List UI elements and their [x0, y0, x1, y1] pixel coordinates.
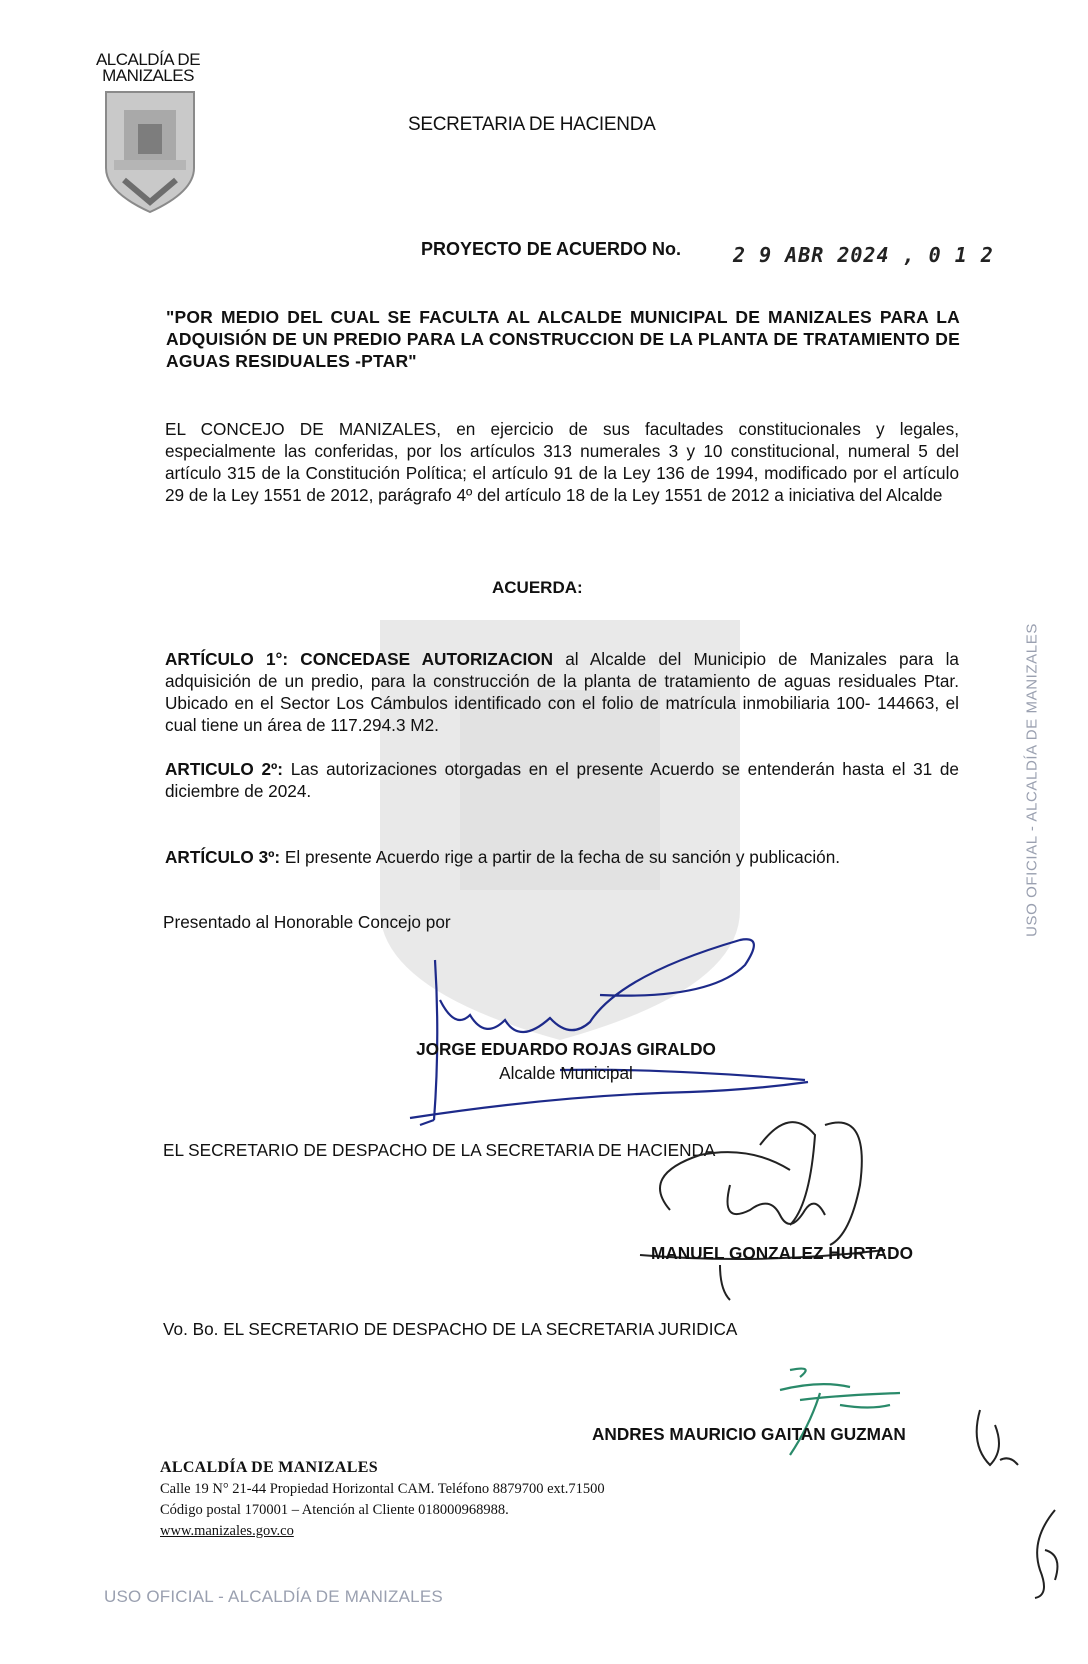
article-3-text: El presente Acuerdo rige a partir de la fecha de su sanción y publicación. [284, 847, 841, 867]
article-2-heading: ARTICULO 2º: [165, 759, 284, 779]
date-stamp: 2 9 ABR 2024 , 0 1 2 [733, 243, 994, 267]
official-use-watermark-bottom: USO OFICIAL - ALCALDÍA DE MANIZALES [104, 1587, 443, 1606]
footer-title: ALCALDÍA DE MANIZALES [160, 1459, 378, 1476]
article-1-heading: ARTÍCULO 1°: [165, 649, 289, 669]
footer-website-link[interactable]: www.manizales.gov.co [160, 1523, 294, 1539]
logo-text [92, 52, 204, 84]
article-2-text: Las autorizaciones otorgadas en el presente Acuerdo se entenderán hasta el 31 de diciembre de 2024. [165, 759, 959, 801]
signature-mayor [410, 920, 810, 1130]
document-title: "POR MEDIO DEL CUAL SE FACULTA AL ALCALDE MUNICIPAL DE MANIZALES PARA LA ADQUISIÓN DE UN PREDIO PARA LA CONSTRUCCION DE LA PLANTA DE TRATAMIENTO DE AGUAS RESIDUALES -PTAR" [166, 307, 960, 371]
department-heading: SECRETARIA DE HACIENDA [408, 114, 656, 135]
preamble-paragraph: EL CONCEJO DE MANIZALES, en ejercicio de sus facultades constitucionales y legales, especialmente las conferidas, por los artículos 313 numerales 3 y 10 constitucional, numeral 5 del artículo 315 de la Constitución Política; el artículo 91 de la Ley 136 de 1994, modificado por el artículo 29 de la Ley 1551 de 2012, parágrafo 4º del artículo 18 de la Ley 1551 de 2012 a iniciativa del Alcalde [165, 419, 959, 505]
logo-text-line1: ALCALDÍA DE [95, 50, 201, 69]
article-2 [165, 758, 959, 802]
acuerda-heading: ACUERDA: [492, 578, 583, 597]
vobo-line: Vo. Bo. EL SECRETARIO DE DESPACHO DE LA SECRETARIA JURIDICA [163, 1319, 738, 1339]
coat-of-arms-icon [104, 90, 196, 214]
article-1 [165, 648, 959, 736]
margin-initials-mark [1025, 1510, 1065, 1600]
footer-postal: Código postal 170001 – Atención al Cliente 018000968988. [160, 1502, 509, 1518]
article-3 [165, 846, 959, 868]
article-1-lead: CONCEDASE AUTORIZACION [300, 649, 554, 669]
official-use-watermark-side: USO OFICIAL - ALCALDÍA DE MANIZALES [1023, 623, 1041, 937]
signature-secretary [640, 1115, 890, 1300]
signature-juridica [760, 1365, 910, 1460]
article-3-heading: ARTÍCULO 3º: [165, 847, 281, 867]
presented-by-line: Presentado al Honorable Concejo por [163, 912, 451, 932]
initials-mark [970, 1405, 1020, 1475]
signer-1-role: Alcalde Municipal [499, 1063, 633, 1083]
project-label: PROYECTO DE ACUERDO No. [421, 239, 682, 259]
signer-1-name: JORGE EDUARDO ROJAS GIRALDO [416, 1039, 716, 1059]
secretary-line: EL SECRETARIO DE DESPACHO DE LA SECRETARIA DE HACIENDA [163, 1140, 716, 1160]
signer-1 [386, 1037, 746, 1085]
article-1-text: al Alcalde del Municipio de Manizales para la adquisición de un predio, para la construcción de la planta de tratamiento de aguas residuales Ptar. Ubicado en el Sector Los Cámbulos identificado con el folio de matrícula inmobiliaria 100- 144663, el cual tiene un área de 117.294.3 M2. [165, 649, 959, 735]
footer-address: Calle 19 N° 21-44 Propiedad Horizontal CAM. Teléfono 8879700 ext.71500 [160, 1481, 605, 1497]
signer-2-name: MANUEL GONZALEZ HURTADO [651, 1243, 913, 1263]
logo-text-line2: MANIZALES [102, 66, 194, 85]
signer-3-name: ANDRES MAURICIO GAITAN GUZMAN [592, 1424, 906, 1444]
